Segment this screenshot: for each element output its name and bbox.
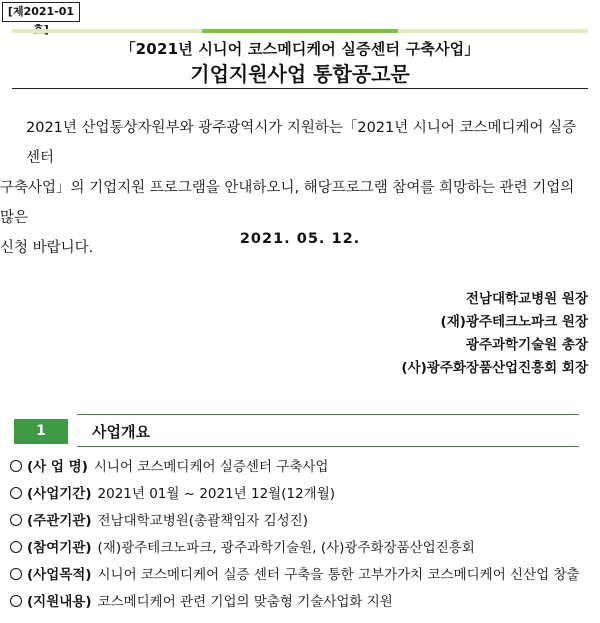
item-label: (지원내용) bbox=[27, 594, 92, 610]
document-title: 기업지원사업 통합공고문 bbox=[190, 62, 410, 86]
list-item bbox=[10, 565, 580, 592]
item-value: 2021년 01월 ~ 2021년 12월(12개월) bbox=[97, 486, 336, 502]
circle-bullet-icon bbox=[10, 568, 22, 580]
section-title: 사업개요 bbox=[92, 423, 150, 441]
circle-bullet-icon bbox=[10, 514, 22, 526]
circle-bullet-icon bbox=[10, 487, 22, 499]
section-number-badge: 1 bbox=[14, 419, 68, 444]
item-value: 코스메디케어 관련 기업의 맞춤형 기술사업화 지원 bbox=[97, 594, 393, 610]
title-band-left bbox=[12, 29, 202, 33]
signer: (재)광주테크노파크 원장 bbox=[440, 314, 588, 330]
circle-bullet-icon bbox=[10, 460, 22, 472]
document-number: [제2021-01 bbox=[2, 2, 80, 22]
announcement-date: 2021. 05. 12. bbox=[239, 231, 361, 247]
list-item bbox=[10, 538, 580, 565]
overview-list bbox=[10, 457, 580, 619]
item-label: (주관기관) bbox=[27, 513, 92, 529]
document-subtitle: 「2021년 시니어 코스메디케어 실증센터 구축사업」 bbox=[120, 40, 480, 58]
section-divider-bottom bbox=[77, 446, 579, 447]
circle-bullet-icon bbox=[10, 541, 22, 553]
intro-line: 2021년 산업통상자원부와 광주광역시가 지원하는「2021년 시니어 코스메디케어 실증센터 bbox=[26, 120, 577, 166]
item-label: (사업기간) bbox=[27, 486, 92, 502]
title-band-center bbox=[202, 29, 398, 33]
item-value: 시니어 코스메디케어 실증 센터 구축을 통한 고부가가치 코스메디케어 신산업 창출 bbox=[97, 567, 580, 583]
list-item bbox=[10, 457, 580, 484]
intro-line: 신청 바랍니다. bbox=[0, 240, 94, 256]
item-value: (재)광주테크노파크, 광주과학기술원, (사)광주화장품산업진흥회 bbox=[97, 540, 475, 556]
item-label: (참여기관) bbox=[27, 540, 92, 556]
item-value: 전남대학교병원(총괄책임자 김성진) bbox=[97, 513, 308, 529]
circle-bullet-icon bbox=[10, 595, 22, 607]
signer-list bbox=[401, 288, 588, 380]
item-label: (사업목적) bbox=[27, 567, 92, 583]
list-item bbox=[10, 592, 580, 619]
list-item bbox=[10, 484, 580, 511]
list-item bbox=[10, 511, 580, 538]
signer: (사)광주화장품산업진흥회 회장 bbox=[401, 360, 588, 376]
item-value: 시니어 코스메디케어 실증센터 구축사업 bbox=[93, 459, 329, 475]
item-label: (사 업 명) bbox=[27, 459, 88, 475]
title-band-right bbox=[398, 29, 588, 33]
signer: 전남대학교병원 원장 bbox=[465, 291, 588, 307]
section-divider-top bbox=[77, 414, 579, 415]
intro-line: 구축사업」의 기업지원 프로그램을 안내하오니, 해당프로그램 참여를 희망하는 관련 기업의 많은 bbox=[0, 180, 575, 226]
title-divider bbox=[12, 88, 588, 89]
signer: 광주과학기술원 총장 bbox=[465, 337, 588, 353]
title-color-band bbox=[12, 29, 588, 33]
